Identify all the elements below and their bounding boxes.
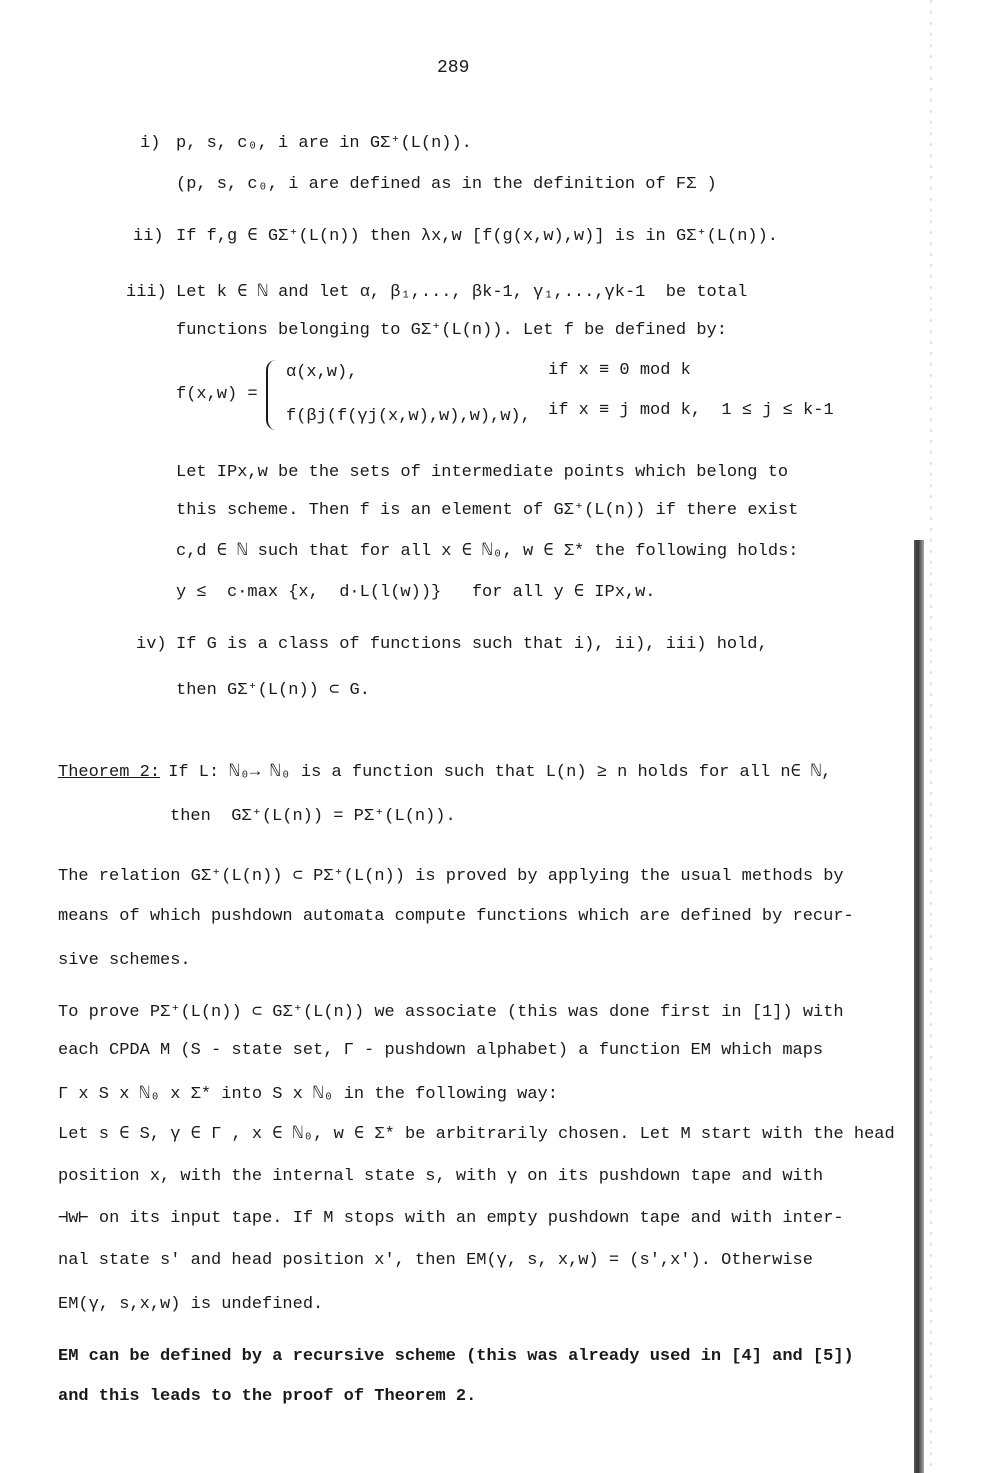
- paragraph2-line: To prove PΣ⁺(L(n)) ⊂ GΣ⁺(L(n)) we associate (this was done first in [1]) with: [58, 1003, 844, 1022]
- item-iv-line1: If G is a class of functions such that i), ii), iii) hold,: [176, 635, 768, 654]
- theorem-line1: If L: ℕ₀→ ℕ₀ is a function such that L(n) ≥ n holds for all n∈ ℕ,: [158, 763, 832, 782]
- case-definition-lhs: f(x,w) =: [176, 385, 258, 404]
- item-i-text: p, s, c₀, i are in GΣ⁺(L(n)).: [176, 134, 472, 153]
- item-iv-label: iv): [136, 635, 167, 654]
- item-iii-line2: functions belonging to GΣ⁺(L(n)). Let f be defined by:: [176, 321, 727, 340]
- theorem-line2: then GΣ⁺(L(n)) = PΣ⁺(L(n)).: [170, 807, 456, 826]
- case1-expression: α(x,w),: [286, 363, 358, 382]
- item-iii-line4: this scheme. Then f is an element of GΣ⁺(L(n)) if there exist: [176, 501, 799, 520]
- item-iii-line3: Let IPx,w be the sets of intermediate points which belong to: [176, 463, 789, 482]
- paragraph2-line: Let s ∈ S, γ ∈ Γ , x ∈ ℕ₀, w ∈ Σ* be arbitrarily chosen. Let M start with the head: [58, 1125, 895, 1144]
- paragraph1-line: means of which pushdown automata compute functions which are defined by recur-: [58, 907, 854, 926]
- paragraph3-line: EM can be defined by a recursive scheme (this was already used in [4] and [5]): [58, 1347, 854, 1366]
- paragraph2-line: ⊣w⊢ on its input tape. If M stops with an empty pushdown tape and with inter-: [58, 1209, 844, 1228]
- scan-edge-shadow: [914, 540, 924, 1473]
- item-iii-line6: y ≤ c·max {x, d·L(l(w))} for all y ∈ IPx,w.: [176, 583, 656, 602]
- item-iii-label: iii): [126, 283, 167, 302]
- paragraph2-line: each CPDA M (S - state set, Γ - pushdown alphabet) a function EM which maps: [58, 1041, 824, 1060]
- paragraph3-line: and this leads to the proof of Theorem 2.: [58, 1387, 477, 1406]
- paragraph2-line: EM(γ, s,x,w) is undefined.: [58, 1295, 324, 1314]
- paragraph2-line: nal state s' and head position x', then EM(γ, s, x,w) = (s',x'). Otherwise: [58, 1251, 813, 1270]
- item-i-label: i): [140, 134, 161, 153]
- case1-condition: if x ≡ 0 mod k: [548, 361, 691, 380]
- left-brace: [266, 360, 282, 430]
- scan-edge-speckle: [930, 0, 932, 1473]
- paragraph2-line: Γ x S x ℕ₀ x Σ* into S x ℕ₀ in the following way:: [58, 1085, 558, 1104]
- paragraph2-line: position x, with the internal state s, with γ on its pushdown tape and with: [58, 1167, 824, 1186]
- item-iv-line2: then GΣ⁺(L(n)) ⊂ G.: [176, 681, 370, 700]
- paragraph1-line: sive schemes.: [58, 951, 191, 970]
- item-i-note: (p, s, c₀, i are defined as in the definition of FΣ ): [176, 175, 717, 194]
- theorem-label: Theorem 2:: [58, 763, 161, 782]
- case2-condition: if x ≡ j mod k, 1 ≤ j ≤ k-1: [548, 401, 834, 420]
- item-ii-text: If f,g ∈ GΣ⁺(L(n)) then λx,w [f(g(x,w),w)] is in GΣ⁺(L(n)).: [176, 227, 778, 246]
- item-ii-label: ii): [133, 227, 164, 246]
- case2-expression: f(βj(f(γj(x,w),w),w),w),: [286, 407, 531, 426]
- item-iii-line5: c,d ∈ ℕ such that for all x ∈ ℕ₀, w ∈ Σ* the following holds:: [176, 542, 799, 561]
- paragraph1-line: The relation GΣ⁺(L(n)) ⊂ PΣ⁺(L(n)) is proved by applying the usual methods by: [58, 867, 844, 886]
- item-iii-line1: Let k ∈ ℕ and let α, β₁,..., βk-1, γ₁,...,γk-1 be total: [176, 283, 748, 302]
- page-number: 289: [437, 58, 470, 78]
